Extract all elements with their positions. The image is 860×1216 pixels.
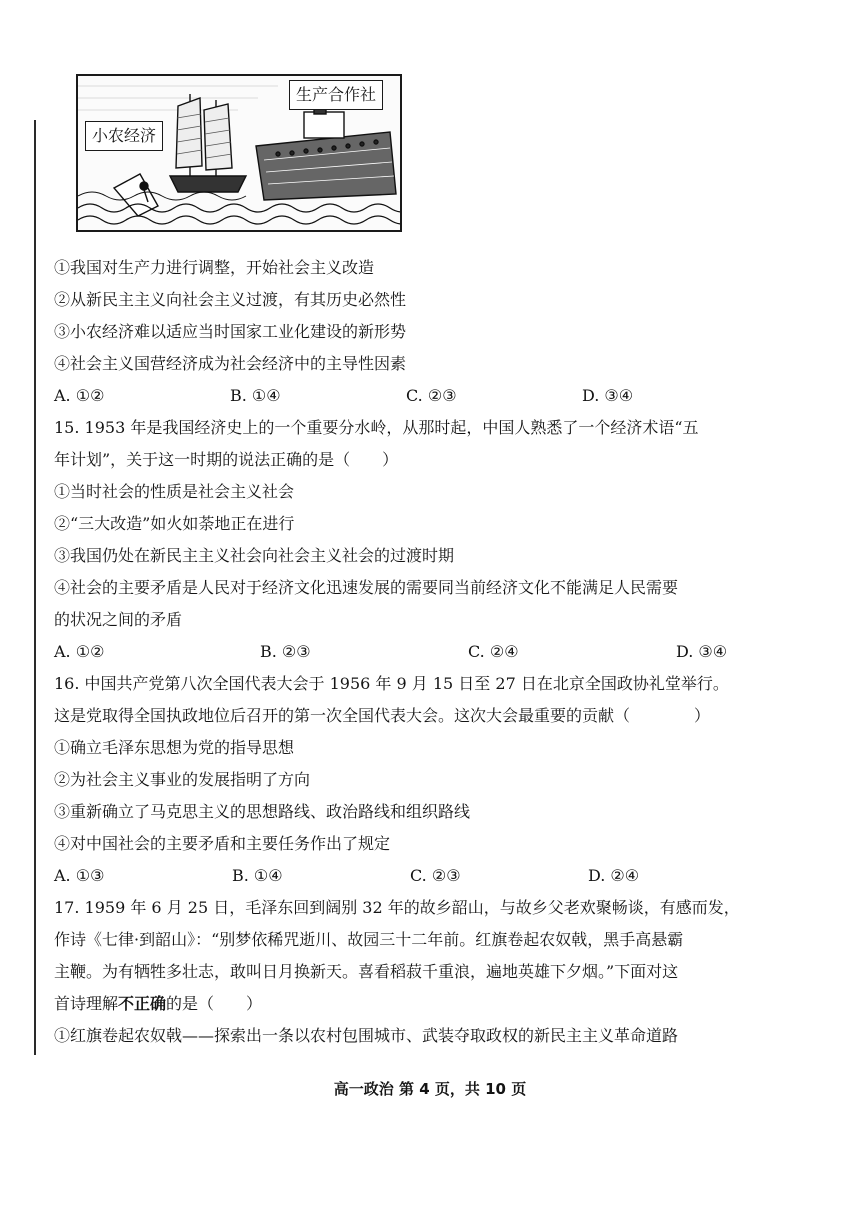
q15-option-4-line-1: ④社会的主要矛盾是人民对于经济文化迅速发展的需要同当前经济文化不能满足人民需要 — [54, 578, 679, 597]
q16-option-3: ③重新确立了马克思主义的思想路线、政治路线和组织路线 — [54, 802, 471, 821]
q17-emphasis-incorrect: 不正确 — [118, 994, 167, 1013]
cartoon-label-small-farmer-economy: 小农经济 — [85, 121, 163, 151]
q15-stem-line-2: 年计划”，关于这一时期的说法正确的是（ ） — [54, 450, 399, 469]
q15-choice-d: D. ③④ — [676, 642, 728, 661]
q16-choice-d: D. ②④ — [588, 866, 640, 885]
steamship — [256, 98, 396, 200]
q15-option-4-line-2: 的状况之间的矛盾 — [54, 610, 183, 629]
q14-option-3: ③小农经济难以适应当时国家工业化建设的新形势 — [54, 322, 407, 341]
q17-stem-line-4-start: 首诗理解 — [54, 994, 119, 1013]
q16-choice-a: A. ①③ — [54, 866, 105, 885]
margin-rule — [34, 120, 36, 1055]
q14-choice-a: A. ①② — [54, 386, 105, 405]
q16-choice-c: C. ②③ — [410, 866, 461, 885]
q16-option-2: ②为社会主义事业的发展指明了方向 — [54, 770, 311, 789]
q17-stem-line-4 — [54, 994, 262, 1014]
q16-choice-b: B. ①④ — [232, 866, 283, 885]
q16-option-4: ④对中国社会的主要矛盾和主要任务作出了规定 — [54, 834, 391, 853]
q15-option-3: ③我国仍处在新民主主义社会向社会主义社会的过渡时期 — [54, 546, 455, 565]
q15-choice-b: B. ②③ — [260, 642, 311, 661]
q16-stem-line-1: 16. 中国共产党第八次全国代表大会于 1956 年 9 月 15 日至 27 日在北京全国政协礼堂举行。 — [54, 674, 729, 693]
q14-choice-c: C. ②③ — [406, 386, 457, 405]
q16-stem-line-2: 这是党取得全国执政地位后召开的第一次全国代表大会。这次大会最重要的贡献（ ） — [54, 706, 711, 725]
q17-stem-line-1: 17. 1959 年 6 月 25 日，毛泽东回到阔别 32 年的故乡韶山，与故乡父老欢聚畅谈，有感而发， — [54, 898, 740, 917]
q14-choice-b: B. ①④ — [230, 386, 281, 405]
q17-stem-line-2: 作诗《七律·到韶山》：“别梦依稀咒逝川、故园三十二年前。红旗卷起农奴戟，黑手高悬霸 — [54, 930, 684, 949]
q14-option-4: ④社会主义国营经济成为社会经济中的主导性因素 — [54, 354, 407, 373]
cartoon-label-production-cooperative: 生产合作社 — [289, 80, 383, 110]
q15-option-2: ②“三大改造”如火如荼地正在进行 — [54, 514, 295, 533]
cartoon-illustration — [76, 74, 402, 232]
q15-choice-a: A. ①② — [54, 642, 105, 661]
q16-option-1: ①确立毛泽东思想为党的指导思想 — [54, 738, 295, 757]
q15-option-1: ①当时社会的性质是社会主义社会 — [54, 482, 295, 501]
q14-choice-d: D. ③④ — [582, 386, 634, 405]
junk-ship — [170, 94, 246, 192]
q15-stem-line-1: 15. 1953 年是我国经济史上的一个重要分水岭，从那时起，中国人熟悉了一个经济术语“五 — [54, 418, 699, 437]
page-footer: 高一政治 第 4 页，共 10 页 — [333, 1080, 527, 1098]
q15-choice-c: C. ②④ — [468, 642, 519, 661]
q17-stem-line-4-end: 的是（ ） — [166, 994, 263, 1013]
q17-stem-line-3: 主鞭。为有牺牲多壮志，敢叫日月换新天。喜看稻菽千重浪，遍地英雄下夕烟。”下面对这 — [54, 962, 679, 981]
q17-option-1: ①红旗卷起农奴戟——探索出一条以农村包围城市、武装夺取政权的新民主主义革命道路 — [54, 1026, 679, 1045]
q14-option-1: ①我国对生产力进行调整，开始社会主义改造 — [54, 258, 375, 277]
q14-option-2: ②从新民主主义向社会主义过渡，有其历史必然性 — [54, 290, 407, 309]
